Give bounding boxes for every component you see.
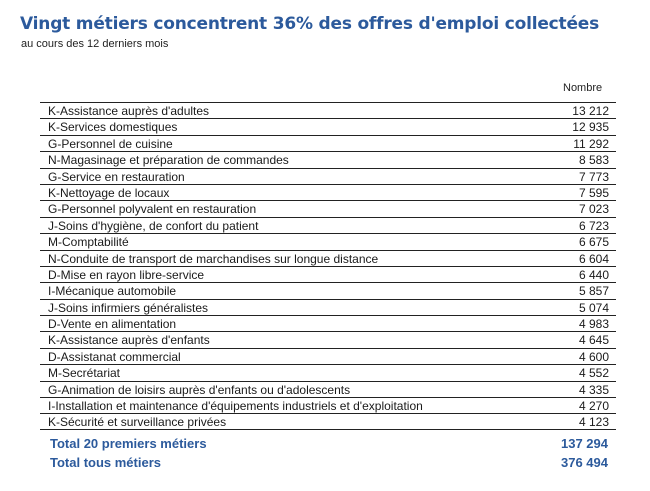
- jobs-table: [40, 102, 616, 430]
- job-label: K-Services domestiques: [48, 120, 178, 135]
- job-count: 6 723: [578, 218, 609, 233]
- job-label: I-Mécanique automobile: [48, 284, 177, 299]
- job-count: 11 292: [573, 136, 609, 151]
- table-row: [40, 200, 616, 216]
- job-count: 5 074: [578, 300, 609, 315]
- job-count: 7 773: [578, 169, 609, 184]
- job-label: G-Animation de loisirs auprès d'enfants ou d'adolescents: [48, 382, 351, 397]
- job-label: K-Sécurité et surveillance privées: [48, 415, 227, 430]
- table-row: [40, 331, 616, 347]
- job-count: 13 212: [572, 104, 609, 118]
- total-label: Total 20 premiers métiers: [50, 436, 207, 451]
- job-count: 4 335: [578, 382, 609, 397]
- total-row: [40, 434, 616, 453]
- job-label: D-Assistanat commercial: [48, 349, 181, 364]
- job-label: D-Vente en alimentation: [48, 317, 177, 332]
- job-count: 6 440: [578, 267, 609, 282]
- table-row: [40, 233, 616, 249]
- total-label: Total tous métiers: [50, 455, 162, 470]
- page-subtitle: au cours des 12 derniers mois: [21, 38, 169, 50]
- table-row: [40, 168, 616, 184]
- table-row: [40, 151, 616, 167]
- job-count: 4 645: [578, 333, 609, 348]
- job-count: 4 270: [578, 399, 609, 414]
- table-row: [40, 381, 616, 397]
- job-label: G-Personnel de cuisine: [48, 136, 173, 151]
- job-label: J-Soins d'hygiène, de confort du patient: [48, 218, 259, 233]
- table-row: [40, 364, 616, 380]
- job-label: D-Mise en rayon libre-service: [48, 267, 205, 282]
- job-label: K-Nettoyage de locaux: [48, 185, 170, 200]
- page-title: Vingt métiers concentrent 36% des offres d'emploi collectées: [20, 14, 600, 34]
- table-row: [40, 250, 616, 266]
- job-count: 8 583: [578, 153, 609, 168]
- job-count: 7 023: [578, 202, 609, 217]
- job-label: J-Soins infirmiers généralistes: [48, 300, 209, 315]
- job-label: N-Magasinage et préparation de commandes: [48, 153, 289, 168]
- job-count: 4 552: [578, 366, 609, 381]
- table-row: [40, 348, 616, 364]
- total-value: 137 294: [561, 436, 608, 451]
- column-header-nombre: Nombre: [563, 82, 603, 94]
- job-label: M-Comptabilité: [48, 235, 129, 250]
- job-label: G-Personnel polyvalent en restauration: [48, 202, 257, 217]
- job-label: M-Secrétariat: [48, 366, 121, 381]
- job-count: 6 604: [578, 251, 609, 266]
- job-count: 4 123: [578, 415, 609, 430]
- job-label: K-Assistance auprès d'adultes: [48, 104, 210, 118]
- job-label: N-Conduite de transport de marchandises sur longue distance: [48, 251, 379, 266]
- job-label: G-Service en restauration: [48, 169, 185, 184]
- job-count: 4 600: [578, 349, 609, 364]
- table-row: [40, 282, 616, 298]
- table-row: [40, 102, 616, 118]
- table-row: [40, 266, 616, 282]
- table-row: [40, 299, 616, 315]
- total-value: 376 494: [561, 455, 608, 470]
- job-count: 6 675: [578, 235, 609, 250]
- job-count: 5 857: [578, 284, 609, 299]
- totals-table: [40, 434, 616, 472]
- job-count: 7 595: [578, 185, 609, 200]
- table-row: [40, 315, 616, 331]
- table-row: [40, 118, 616, 134]
- job-count: 4 983: [578, 317, 609, 332]
- table-row: [40, 217, 616, 233]
- table-row: [40, 397, 616, 413]
- table-row: [40, 413, 616, 429]
- job-label: K-Assistance auprès d'enfants: [48, 333, 210, 348]
- table-row: [40, 184, 616, 200]
- job-label: I-Installation et maintenance d'équipements industriels et d'exploitation: [48, 399, 423, 414]
- table-row: [40, 135, 616, 151]
- job-count: 12 935: [572, 120, 609, 135]
- total-row: [40, 453, 616, 472]
